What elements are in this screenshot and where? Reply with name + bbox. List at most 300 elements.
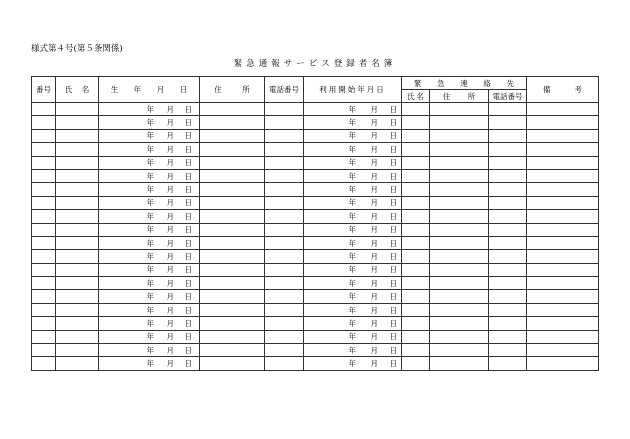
contact-address-cell[interactable]: [430, 330, 489, 343]
address-cell[interactable]: [200, 196, 265, 209]
name-cell[interactable]: [56, 250, 99, 263]
contact-address-cell[interactable]: [430, 290, 489, 303]
table-row: [32, 290, 599, 303]
contact-address-cell[interactable]: [430, 103, 489, 116]
month-unit-label: 月: [166, 198, 174, 208]
contact-phone-cell[interactable]: [489, 330, 527, 343]
name-cell[interactable]: [56, 129, 99, 142]
year-unit-label: 年: [348, 359, 356, 369]
month-unit-label: 月: [370, 318, 378, 328]
day-unit-label: 日: [184, 144, 192, 154]
day-unit-label: 日: [184, 265, 192, 275]
remarks-cell[interactable]: [527, 317, 599, 330]
phone-cell[interactable]: [265, 303, 304, 316]
birth-date-cell[interactable]: [99, 263, 200, 276]
contact-address-cell[interactable]: [430, 344, 489, 357]
start-date-cell[interactable]: [304, 196, 402, 209]
contact-phone-cell[interactable]: [489, 103, 527, 116]
name-cell[interactable]: [56, 103, 99, 116]
year-unit-label: 年: [348, 131, 356, 141]
address-cell[interactable]: [200, 236, 265, 249]
subheader-contact-name: 氏 名: [402, 90, 430, 103]
phone-cell[interactable]: [265, 317, 304, 330]
contact-phone-cell[interactable]: [489, 116, 527, 129]
name-cell[interactable]: [56, 210, 99, 223]
header-remarks: 備 考: [527, 77, 599, 103]
address-cell[interactable]: [200, 263, 265, 276]
phone-cell[interactable]: [265, 103, 304, 116]
number-cell[interactable]: [32, 277, 56, 290]
contact-phone-cell[interactable]: [489, 263, 527, 276]
contact-address-cell[interactable]: [430, 263, 489, 276]
name-cell[interactable]: [56, 290, 99, 303]
name-cell[interactable]: [56, 277, 99, 290]
remarks-cell[interactable]: [527, 330, 599, 343]
contact-address-cell[interactable]: [430, 143, 489, 156]
year-unit-label: 年: [146, 104, 154, 114]
remarks-cell[interactable]: [527, 290, 599, 303]
contact-name-cell[interactable]: [402, 143, 430, 156]
address-cell[interactable]: [200, 277, 265, 290]
contact-name-cell[interactable]: [402, 223, 430, 236]
contact-phone-cell[interactable]: [489, 277, 527, 290]
table-row: [32, 250, 599, 263]
month-unit-label: 月: [370, 359, 378, 369]
month-unit-label: 月: [370, 211, 378, 221]
phone-cell[interactable]: [265, 143, 304, 156]
number-cell[interactable]: [32, 156, 56, 169]
year-unit-label: 年: [146, 144, 154, 154]
birth-date-cell[interactable]: [99, 250, 200, 263]
table-row: [32, 330, 599, 343]
contact-name-cell[interactable]: [402, 290, 430, 303]
subheader-contact-phone: 電話番号: [489, 90, 527, 103]
contact-phone-cell[interactable]: [489, 183, 527, 196]
remarks-cell[interactable]: [527, 116, 599, 129]
phone-cell[interactable]: [265, 183, 304, 196]
contact-phone-cell[interactable]: [489, 303, 527, 316]
contact-phone-cell[interactable]: [489, 210, 527, 223]
phone-cell[interactable]: [265, 169, 304, 182]
number-cell[interactable]: [32, 103, 56, 116]
contact-address-cell[interactable]: [430, 183, 489, 196]
year-unit-label: 年: [146, 359, 154, 369]
address-cell[interactable]: [200, 344, 265, 357]
address-cell[interactable]: [200, 183, 265, 196]
start-date-cell[interactable]: [304, 250, 402, 263]
contact-name-cell[interactable]: [402, 303, 430, 316]
contact-address-cell[interactable]: [430, 196, 489, 209]
contact-name-cell[interactable]: [402, 196, 430, 209]
name-cell[interactable]: [56, 156, 99, 169]
contact-name-cell[interactable]: [402, 263, 430, 276]
remarks-cell[interactable]: [527, 169, 599, 182]
name-cell[interactable]: [56, 357, 99, 370]
name-cell[interactable]: [56, 223, 99, 236]
address-cell[interactable]: [200, 317, 265, 330]
phone-cell[interactable]: [265, 344, 304, 357]
phone-cell[interactable]: [265, 277, 304, 290]
contact-name-cell[interactable]: [402, 116, 430, 129]
contact-address-cell[interactable]: [430, 317, 489, 330]
year-unit-label: 年: [348, 104, 356, 114]
day-unit-label: 日: [389, 265, 397, 275]
start-date-cell[interactable]: [304, 169, 402, 182]
remarks-cell[interactable]: [527, 303, 599, 316]
name-cell[interactable]: [56, 196, 99, 209]
table-row: [32, 116, 599, 129]
month-unit-label: 月: [166, 144, 174, 154]
number-cell[interactable]: [32, 129, 56, 142]
birth-date-cell[interactable]: [99, 156, 200, 169]
birth-date-cell[interactable]: [99, 103, 200, 116]
start-date-cell[interactable]: [304, 330, 402, 343]
day-unit-label: 日: [184, 118, 192, 128]
day-unit-label: 日: [389, 332, 397, 342]
start-date-cell[interactable]: [304, 263, 402, 276]
start-date-cell[interactable]: [304, 290, 402, 303]
start-date-cell[interactable]: [304, 103, 402, 116]
name-cell[interactable]: [56, 236, 99, 249]
year-unit-label: 年: [146, 198, 154, 208]
year-unit-label: 年: [146, 171, 154, 181]
day-unit-label: 日: [184, 104, 192, 114]
contact-address-cell[interactable]: [430, 357, 489, 370]
header-emergency-contact: 緊 急 連 絡 先: [402, 77, 527, 90]
day-unit-label: 日: [184, 278, 192, 288]
day-unit-label: 日: [389, 198, 397, 208]
phone-cell[interactable]: [265, 129, 304, 142]
year-unit-label: 年: [146, 292, 154, 302]
remarks-cell[interactable]: [527, 129, 599, 142]
start-date-cell[interactable]: [304, 344, 402, 357]
number-cell[interactable]: [32, 263, 56, 276]
phone-cell[interactable]: [265, 357, 304, 370]
remarks-cell[interactable]: [527, 103, 599, 116]
number-cell[interactable]: [32, 357, 56, 370]
contact-address-cell[interactable]: [430, 223, 489, 236]
start-date-cell[interactable]: [304, 129, 402, 142]
birth-date-cell[interactable]: [99, 236, 200, 249]
day-unit-label: 日: [389, 305, 397, 315]
day-unit-label: 日: [389, 185, 397, 195]
month-unit-label: 月: [166, 292, 174, 302]
header-number: 番号: [32, 77, 56, 103]
contact-phone-cell[interactable]: [489, 236, 527, 249]
day-unit-label: 日: [389, 251, 397, 261]
year-unit-label: 年: [146, 318, 154, 328]
contact-name-cell[interactable]: [402, 103, 430, 116]
contact-address-cell[interactable]: [430, 250, 489, 263]
month-unit-label: 月: [370, 131, 378, 141]
address-cell[interactable]: [200, 357, 265, 370]
birth-date-cell[interactable]: [99, 196, 200, 209]
birth-date-cell[interactable]: [99, 143, 200, 156]
day-unit-label: 日: [389, 131, 397, 141]
start-date-cell[interactable]: [304, 303, 402, 316]
year-unit-label: 年: [146, 345, 154, 355]
header-start-date: 利用開始年月日: [304, 77, 402, 103]
number-cell[interactable]: [32, 116, 56, 129]
year-unit-label: 年: [348, 238, 356, 248]
birth-date-cell[interactable]: [99, 344, 200, 357]
month-unit-label: 月: [166, 278, 174, 288]
phone-cell[interactable]: [265, 290, 304, 303]
month-unit-label: 月: [370, 345, 378, 355]
address-cell[interactable]: [200, 303, 265, 316]
phone-cell[interactable]: [265, 263, 304, 276]
month-unit-label: 月: [166, 332, 174, 342]
contact-phone-cell[interactable]: [489, 143, 527, 156]
contact-name-cell[interactable]: [402, 330, 430, 343]
month-unit-label: 月: [166, 171, 174, 181]
day-unit-label: 日: [389, 359, 397, 369]
contact-name-cell[interactable]: [402, 183, 430, 196]
month-unit-label: 月: [370, 171, 378, 181]
start-date-cell[interactable]: [304, 183, 402, 196]
start-date-cell[interactable]: [304, 357, 402, 370]
year-unit-label: 年: [348, 345, 356, 355]
address-cell[interactable]: [200, 103, 265, 116]
remarks-cell[interactable]: [527, 223, 599, 236]
remarks-cell[interactable]: [527, 143, 599, 156]
contact-name-cell[interactable]: [402, 169, 430, 182]
number-cell[interactable]: [32, 303, 56, 316]
birth-date-cell[interactable]: [99, 317, 200, 330]
name-cell[interactable]: [56, 344, 99, 357]
address-cell[interactable]: [200, 143, 265, 156]
start-date-cell[interactable]: [304, 277, 402, 290]
remarks-cell[interactable]: [527, 196, 599, 209]
birth-date-cell[interactable]: [99, 183, 200, 196]
number-cell[interactable]: [32, 196, 56, 209]
remarks-cell[interactable]: [527, 210, 599, 223]
header-phone: 電話番号: [265, 77, 304, 103]
day-unit-label: 日: [389, 278, 397, 288]
birth-date-cell[interactable]: [99, 169, 200, 182]
document-title: 緊急通報サービス登録者名簿: [233, 59, 397, 69]
month-unit-label: 月: [370, 158, 378, 168]
remarks-cell[interactable]: [527, 344, 599, 357]
birth-date-cell[interactable]: [99, 129, 200, 142]
contact-name-cell[interactable]: [402, 344, 430, 357]
address-cell[interactable]: [200, 250, 265, 263]
table-row: [32, 143, 599, 156]
year-unit-label: 年: [146, 158, 154, 168]
number-cell[interactable]: [32, 223, 56, 236]
contact-address-cell[interactable]: [430, 236, 489, 249]
contact-address-cell[interactable]: [430, 169, 489, 182]
phone-cell[interactable]: [265, 223, 304, 236]
contact-name-cell[interactable]: [402, 357, 430, 370]
name-cell[interactable]: [56, 317, 99, 330]
start-date-cell[interactable]: [304, 143, 402, 156]
address-cell[interactable]: [200, 330, 265, 343]
contact-phone-cell[interactable]: [489, 344, 527, 357]
phone-cell[interactable]: [265, 330, 304, 343]
address-cell[interactable]: [200, 290, 265, 303]
remarks-cell[interactable]: [527, 357, 599, 370]
month-unit-label: 月: [370, 332, 378, 342]
year-unit-label: 年: [146, 131, 154, 141]
year-unit-label: 年: [348, 198, 356, 208]
month-unit-label: 月: [370, 238, 378, 248]
address-cell[interactable]: [200, 223, 265, 236]
remarks-cell[interactable]: [527, 250, 599, 263]
number-cell[interactable]: [32, 236, 56, 249]
contact-name-cell[interactable]: [402, 210, 430, 223]
contact-phone-cell[interactable]: [489, 196, 527, 209]
contact-name-cell[interactable]: [402, 317, 430, 330]
contact-address-cell[interactable]: [430, 156, 489, 169]
name-cell[interactable]: [56, 116, 99, 129]
year-unit-label: 年: [348, 332, 356, 342]
contact-phone-cell[interactable]: [489, 357, 527, 370]
number-cell[interactable]: [32, 344, 56, 357]
birth-date-cell[interactable]: [99, 277, 200, 290]
table-row: [32, 303, 599, 316]
year-unit-label: 年: [348, 278, 356, 288]
contact-name-cell[interactable]: [402, 129, 430, 142]
month-unit-label: 月: [166, 318, 174, 328]
day-unit-label: 日: [184, 251, 192, 261]
year-unit-label: 年: [348, 171, 356, 181]
name-cell[interactable]: [56, 303, 99, 316]
contact-phone-cell[interactable]: [489, 223, 527, 236]
birth-date-cell[interactable]: [99, 357, 200, 370]
year-unit-label: 年: [146, 225, 154, 235]
contact-phone-cell[interactable]: [489, 317, 527, 330]
table-row: [32, 277, 599, 290]
header-address: 住 所: [200, 77, 265, 103]
contact-name-cell[interactable]: [402, 156, 430, 169]
day-unit-label: 日: [184, 359, 192, 369]
remarks-cell[interactable]: [527, 277, 599, 290]
contact-address-cell[interactable]: [430, 303, 489, 316]
contact-name-cell[interactable]: [402, 250, 430, 263]
contact-phone-cell[interactable]: [489, 129, 527, 142]
birth-date-cell[interactable]: [99, 330, 200, 343]
contact-phone-cell[interactable]: [489, 250, 527, 263]
month-unit-label: 月: [166, 238, 174, 248]
start-date-cell[interactable]: [304, 116, 402, 129]
birth-date-cell[interactable]: [99, 290, 200, 303]
phone-cell[interactable]: [265, 156, 304, 169]
year-unit-label: 年: [348, 305, 356, 315]
year-unit-label: 年: [348, 251, 356, 261]
number-cell[interactable]: [32, 183, 56, 196]
year-unit-label: 年: [146, 278, 154, 288]
month-unit-label: 月: [166, 131, 174, 141]
birth-date-cell[interactable]: [99, 303, 200, 316]
month-unit-label: 月: [370, 185, 378, 195]
number-cell[interactable]: [32, 143, 56, 156]
start-date-cell[interactable]: [304, 210, 402, 223]
address-cell[interactable]: [200, 129, 265, 142]
registrant-table: [31, 76, 599, 371]
name-cell[interactable]: [56, 143, 99, 156]
phone-cell[interactable]: [265, 210, 304, 223]
month-unit-label: 月: [370, 118, 378, 128]
year-unit-label: 年: [146, 332, 154, 342]
name-cell[interactable]: [56, 263, 99, 276]
day-unit-label: 日: [184, 171, 192, 181]
address-cell[interactable]: [200, 156, 265, 169]
name-cell[interactable]: [56, 330, 99, 343]
year-unit-label: 年: [348, 118, 356, 128]
address-cell[interactable]: [200, 116, 265, 129]
month-unit-label: 月: [370, 251, 378, 261]
start-date-cell[interactable]: [304, 236, 402, 249]
birth-date-cell[interactable]: [99, 223, 200, 236]
contact-phone-cell[interactable]: [489, 290, 527, 303]
birth-date-cell[interactable]: [99, 116, 200, 129]
contact-address-cell[interactable]: [430, 277, 489, 290]
address-cell[interactable]: [200, 169, 265, 182]
month-unit-label: 月: [166, 211, 174, 221]
remarks-cell[interactable]: [527, 236, 599, 249]
phone-cell[interactable]: [265, 236, 304, 249]
table-row: [32, 344, 599, 357]
number-cell[interactable]: [32, 317, 56, 330]
day-unit-label: 日: [389, 118, 397, 128]
day-unit-label: 日: [184, 292, 192, 302]
contact-name-cell[interactable]: [402, 277, 430, 290]
month-unit-label: 月: [166, 359, 174, 369]
number-cell[interactable]: [32, 210, 56, 223]
start-date-cell[interactable]: [304, 156, 402, 169]
number-cell[interactable]: [32, 169, 56, 182]
remarks-cell[interactable]: [527, 263, 599, 276]
year-unit-label: 年: [146, 211, 154, 221]
year-unit-label: 年: [348, 265, 356, 275]
contact-address-cell[interactable]: [430, 210, 489, 223]
table-row: [32, 236, 599, 249]
number-cell[interactable]: [32, 290, 56, 303]
year-unit-label: 年: [146, 251, 154, 261]
contact-name-cell[interactable]: [402, 236, 430, 249]
name-cell[interactable]: [56, 169, 99, 182]
phone-cell[interactable]: [265, 116, 304, 129]
remarks-cell[interactable]: [527, 156, 599, 169]
month-unit-label: 月: [370, 278, 378, 288]
contact-address-cell[interactable]: [430, 129, 489, 142]
birth-date-cell[interactable]: [99, 210, 200, 223]
month-unit-label: 月: [166, 185, 174, 195]
address-cell[interactable]: [200, 210, 265, 223]
contact-address-cell[interactable]: [430, 116, 489, 129]
contact-phone-cell[interactable]: [489, 169, 527, 182]
phone-cell[interactable]: [265, 250, 304, 263]
day-unit-label: 日: [184, 318, 192, 328]
table-row: [32, 263, 599, 276]
contact-phone-cell[interactable]: [489, 156, 527, 169]
name-cell[interactable]: [56, 183, 99, 196]
start-date-cell[interactable]: [304, 317, 402, 330]
number-cell[interactable]: [32, 330, 56, 343]
year-unit-label: 年: [348, 211, 356, 221]
start-date-cell[interactable]: [304, 223, 402, 236]
table-row: [32, 196, 599, 209]
remarks-cell[interactable]: [527, 183, 599, 196]
day-unit-label: 日: [389, 144, 397, 154]
phone-cell[interactable]: [265, 196, 304, 209]
number-cell[interactable]: [32, 250, 56, 263]
table-row: [32, 317, 599, 330]
day-unit-label: 日: [184, 345, 192, 355]
table-row: [32, 156, 599, 169]
table-row: [32, 357, 599, 370]
